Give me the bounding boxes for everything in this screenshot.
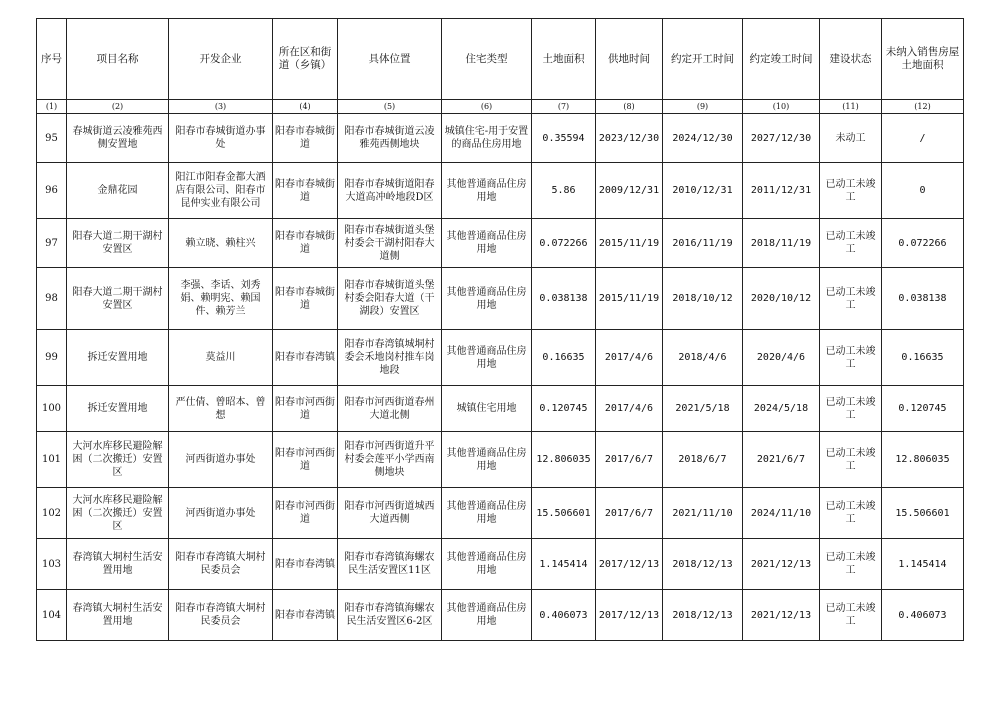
cell-land-area: 1.145414 <box>532 539 596 590</box>
cell-supply-date: 2017/6/7 <box>596 488 663 539</box>
header-location: 具体位置 <box>338 19 442 100</box>
cell-serial: 95 <box>37 114 67 163</box>
col-index: (5) <box>338 100 442 114</box>
header-project-name: 项目名称 <box>67 19 169 100</box>
cell-supply-date: 2015/11/19 <box>596 219 663 268</box>
cell-unsold-area: 0.072266 <box>882 219 964 268</box>
cell-finish-date: 2021/12/13 <box>743 590 820 641</box>
cell-status: 已动工未竣工 <box>820 488 882 539</box>
cell-status: 已动工未竣工 <box>820 386 882 432</box>
table-row <box>37 386 964 432</box>
cell-supply-date: 2023/12/30 <box>596 114 663 163</box>
cell-housing-type: 其他普通商品住房用地 <box>442 488 532 539</box>
col-index: (7) <box>532 100 596 114</box>
cell-status: 已动工未竣工 <box>820 590 882 641</box>
cell-location: 阳春市春湾镇城垌村委会禾地岗村推车岗地段 <box>338 330 442 386</box>
table-row <box>37 432 964 488</box>
col-index: (11) <box>820 100 882 114</box>
cell-housing-type: 其他普通商品住房用地 <box>442 539 532 590</box>
cell-housing-type: 其他普通商品住房用地 <box>442 432 532 488</box>
land-supply-table <box>36 18 964 641</box>
cell-developer: 阳江市阳春金都大酒店有限公司、阳春市昆仲实业有限公司 <box>169 163 273 219</box>
table-row <box>37 163 964 219</box>
cell-unsold-area: 0.406073 <box>882 590 964 641</box>
cell-status: 已动工未竣工 <box>820 219 882 268</box>
col-index: (2) <box>67 100 169 114</box>
table-row <box>37 219 964 268</box>
cell-supply-date: 2017/6/7 <box>596 432 663 488</box>
cell-district: 阳春市春湾镇 <box>273 539 338 590</box>
cell-unsold-area: 0.038138 <box>882 268 964 330</box>
cell-finish-date: 2024/5/18 <box>743 386 820 432</box>
cell-project-name: 大河水库移民避险解困（二次搬迁）安置区 <box>67 432 169 488</box>
table-row <box>37 539 964 590</box>
header-housing-type: 住宅类型 <box>442 19 532 100</box>
cell-district: 阳春市春城街道 <box>273 163 338 219</box>
col-index: (3) <box>169 100 273 114</box>
cell-unsold-area: 0.16635 <box>882 330 964 386</box>
cell-status: 已动工未竣工 <box>820 432 882 488</box>
cell-unsold-area: 15.506601 <box>882 488 964 539</box>
cell-status: 已动工未竣工 <box>820 268 882 330</box>
cell-finish-date: 2021/12/13 <box>743 539 820 590</box>
col-index: (6) <box>442 100 532 114</box>
cell-location: 阳春市春城街道云凌雅苑西侧地块 <box>338 114 442 163</box>
column-index-row <box>37 100 964 114</box>
header-row <box>37 19 964 100</box>
cell-land-area: 0.406073 <box>532 590 596 641</box>
cell-land-area: 0.120745 <box>532 386 596 432</box>
cell-housing-type: 城镇住宅用地 <box>442 386 532 432</box>
cell-start-date: 2018/4/6 <box>663 330 743 386</box>
cell-project-name: 阳春大道二期干湖村安置区 <box>67 268 169 330</box>
header-serial: 序号 <box>37 19 67 100</box>
cell-project-name: 春湾镇大垌村生活安置用地 <box>67 590 169 641</box>
table-row <box>37 590 964 641</box>
header-land-area: 土地面积 <box>532 19 596 100</box>
cell-serial: 100 <box>37 386 67 432</box>
cell-district: 阳春市春城街道 <box>273 219 338 268</box>
cell-supply-date: 2017/12/13 <box>596 590 663 641</box>
cell-serial: 103 <box>37 539 67 590</box>
cell-location: 阳春市春湾镇海螺农民生活安置区6-2区 <box>338 590 442 641</box>
cell-housing-type: 其他普通商品住房用地 <box>442 268 532 330</box>
col-index: (8) <box>596 100 663 114</box>
cell-supply-date: 2009/12/31 <box>596 163 663 219</box>
cell-land-area: 5.86 <box>532 163 596 219</box>
cell-location: 阳春市春城街道阳春大道高冲岭地段D区 <box>338 163 442 219</box>
cell-project-name: 春城街道云凌雅苑西侧安置地 <box>67 114 169 163</box>
cell-supply-date: 2017/4/6 <box>596 330 663 386</box>
table-row <box>37 268 964 330</box>
cell-serial: 97 <box>37 219 67 268</box>
cell-developer: 阳春市春城街道办事处 <box>169 114 273 163</box>
cell-status: 已动工未竣工 <box>820 330 882 386</box>
cell-finish-date: 2011/12/31 <box>743 163 820 219</box>
cell-start-date: 2010/12/31 <box>663 163 743 219</box>
cell-start-date: 2016/11/19 <box>663 219 743 268</box>
cell-start-date: 2021/5/18 <box>663 386 743 432</box>
cell-start-date: 2018/12/13 <box>663 539 743 590</box>
cell-land-area: 0.038138 <box>532 268 596 330</box>
col-index: (10) <box>743 100 820 114</box>
cell-project-name: 金鼎花园 <box>67 163 169 219</box>
cell-start-date: 2024/12/30 <box>663 114 743 163</box>
cell-unsold-area: 0 <box>882 163 964 219</box>
cell-supply-date: 2017/12/13 <box>596 539 663 590</box>
cell-project-name: 春湾镇大垌村生活安置用地 <box>67 539 169 590</box>
table-row <box>37 330 964 386</box>
cell-supply-date: 2017/4/6 <box>596 386 663 432</box>
cell-housing-type: 其他普通商品住房用地 <box>442 590 532 641</box>
cell-start-date: 2021/11/10 <box>663 488 743 539</box>
cell-land-area: 0.16635 <box>532 330 596 386</box>
cell-developer: 严仕倩、曾昭本、曾想 <box>169 386 273 432</box>
col-index: (12) <box>882 100 964 114</box>
header-developer: 开发企业 <box>169 19 273 100</box>
col-index: (9) <box>663 100 743 114</box>
cell-land-area: 0.35594 <box>532 114 596 163</box>
cell-serial: 98 <box>37 268 67 330</box>
cell-finish-date: 2020/10/12 <box>743 268 820 330</box>
cell-supply-date: 2015/11/19 <box>596 268 663 330</box>
cell-district: 阳春市春湾镇 <box>273 590 338 641</box>
cell-housing-type: 城镇住宅-用于安置的商品住房用地 <box>442 114 532 163</box>
cell-land-area: 0.072266 <box>532 219 596 268</box>
header-start-date: 约定开工时间 <box>663 19 743 100</box>
cell-unsold-area: 0.120745 <box>882 386 964 432</box>
cell-project-name: 大河水库移民避险解困（二次搬迁）安置区 <box>67 488 169 539</box>
cell-district: 阳春市春城街道 <box>273 114 338 163</box>
table-row <box>37 488 964 539</box>
cell-district: 阳春市河西街道 <box>273 488 338 539</box>
cell-start-date: 2018/6/7 <box>663 432 743 488</box>
land-supply-table-sheet <box>36 18 964 641</box>
cell-unsold-area: / <box>882 114 964 163</box>
cell-location: 阳春市春城街道头堡村委会干湖村阳春大道侧 <box>338 219 442 268</box>
cell-developer: 阳春市春湾镇大垌村民委员会 <box>169 539 273 590</box>
header-finish-date: 约定竣工时间 <box>743 19 820 100</box>
cell-finish-date: 2027/12/30 <box>743 114 820 163</box>
cell-serial: 96 <box>37 163 67 219</box>
cell-district: 阳春市春湾镇 <box>273 330 338 386</box>
cell-start-date: 2018/10/12 <box>663 268 743 330</box>
cell-status: 未动工 <box>820 114 882 163</box>
header-status: 建设状态 <box>820 19 882 100</box>
cell-housing-type: 其他普通商品住房用地 <box>442 330 532 386</box>
cell-serial: 102 <box>37 488 67 539</box>
cell-location: 阳春市春湾镇海螺农民生活安置区11区 <box>338 539 442 590</box>
cell-developer: 河西街道办事处 <box>169 488 273 539</box>
col-index: (4) <box>273 100 338 114</box>
cell-project-name: 阳春大道二期干湖村安置区 <box>67 219 169 268</box>
cell-unsold-area: 12.806035 <box>882 432 964 488</box>
cell-location: 阳春市河西街道升平村委会莲平小学西南侧地块 <box>338 432 442 488</box>
table-row <box>37 114 964 163</box>
cell-project-name: 拆迁安置用地 <box>67 386 169 432</box>
cell-developer: 阳春市春湾镇大垌村民委员会 <box>169 590 273 641</box>
cell-serial: 101 <box>37 432 67 488</box>
cell-housing-type: 其他普通商品住房用地 <box>442 219 532 268</box>
col-index: (1) <box>37 100 67 114</box>
cell-district: 阳春市河西街道 <box>273 386 338 432</box>
cell-location: 阳春市春城街道头堡村委会阳春大道（干湖段）安置区 <box>338 268 442 330</box>
header-district: 所在区和街道（乡镇） <box>273 19 338 100</box>
cell-status: 已动工未竣工 <box>820 539 882 590</box>
cell-district: 阳春市河西街道 <box>273 432 338 488</box>
cell-finish-date: 2018/11/19 <box>743 219 820 268</box>
cell-housing-type: 其他普通商品住房用地 <box>442 163 532 219</box>
cell-location: 阳春市河西街道城西大道西侧 <box>338 488 442 539</box>
cell-district: 阳春市春城街道 <box>273 268 338 330</box>
cell-developer: 莫益川 <box>169 330 273 386</box>
cell-start-date: 2018/12/13 <box>663 590 743 641</box>
header-supply-date: 供地时间 <box>596 19 663 100</box>
cell-developer: 赖立晓、赖柱兴 <box>169 219 273 268</box>
cell-finish-date: 2024/11/10 <box>743 488 820 539</box>
cell-project-name: 拆迁安置用地 <box>67 330 169 386</box>
cell-finish-date: 2020/4/6 <box>743 330 820 386</box>
cell-finish-date: 2021/6/7 <box>743 432 820 488</box>
cell-developer: 李强、李话、刘秀娟、赖明宪、赖国件、赖芳兰 <box>169 268 273 330</box>
cell-serial: 104 <box>37 590 67 641</box>
cell-serial: 99 <box>37 330 67 386</box>
cell-land-area: 12.806035 <box>532 432 596 488</box>
cell-land-area: 15.506601 <box>532 488 596 539</box>
header-unsold-area: 未纳入销售房屋土地面积 <box>882 19 964 100</box>
cell-location: 阳春市河西街道春州大道北侧 <box>338 386 442 432</box>
cell-unsold-area: 1.145414 <box>882 539 964 590</box>
cell-status: 已动工未竣工 <box>820 163 882 219</box>
cell-developer: 河西街道办事处 <box>169 432 273 488</box>
